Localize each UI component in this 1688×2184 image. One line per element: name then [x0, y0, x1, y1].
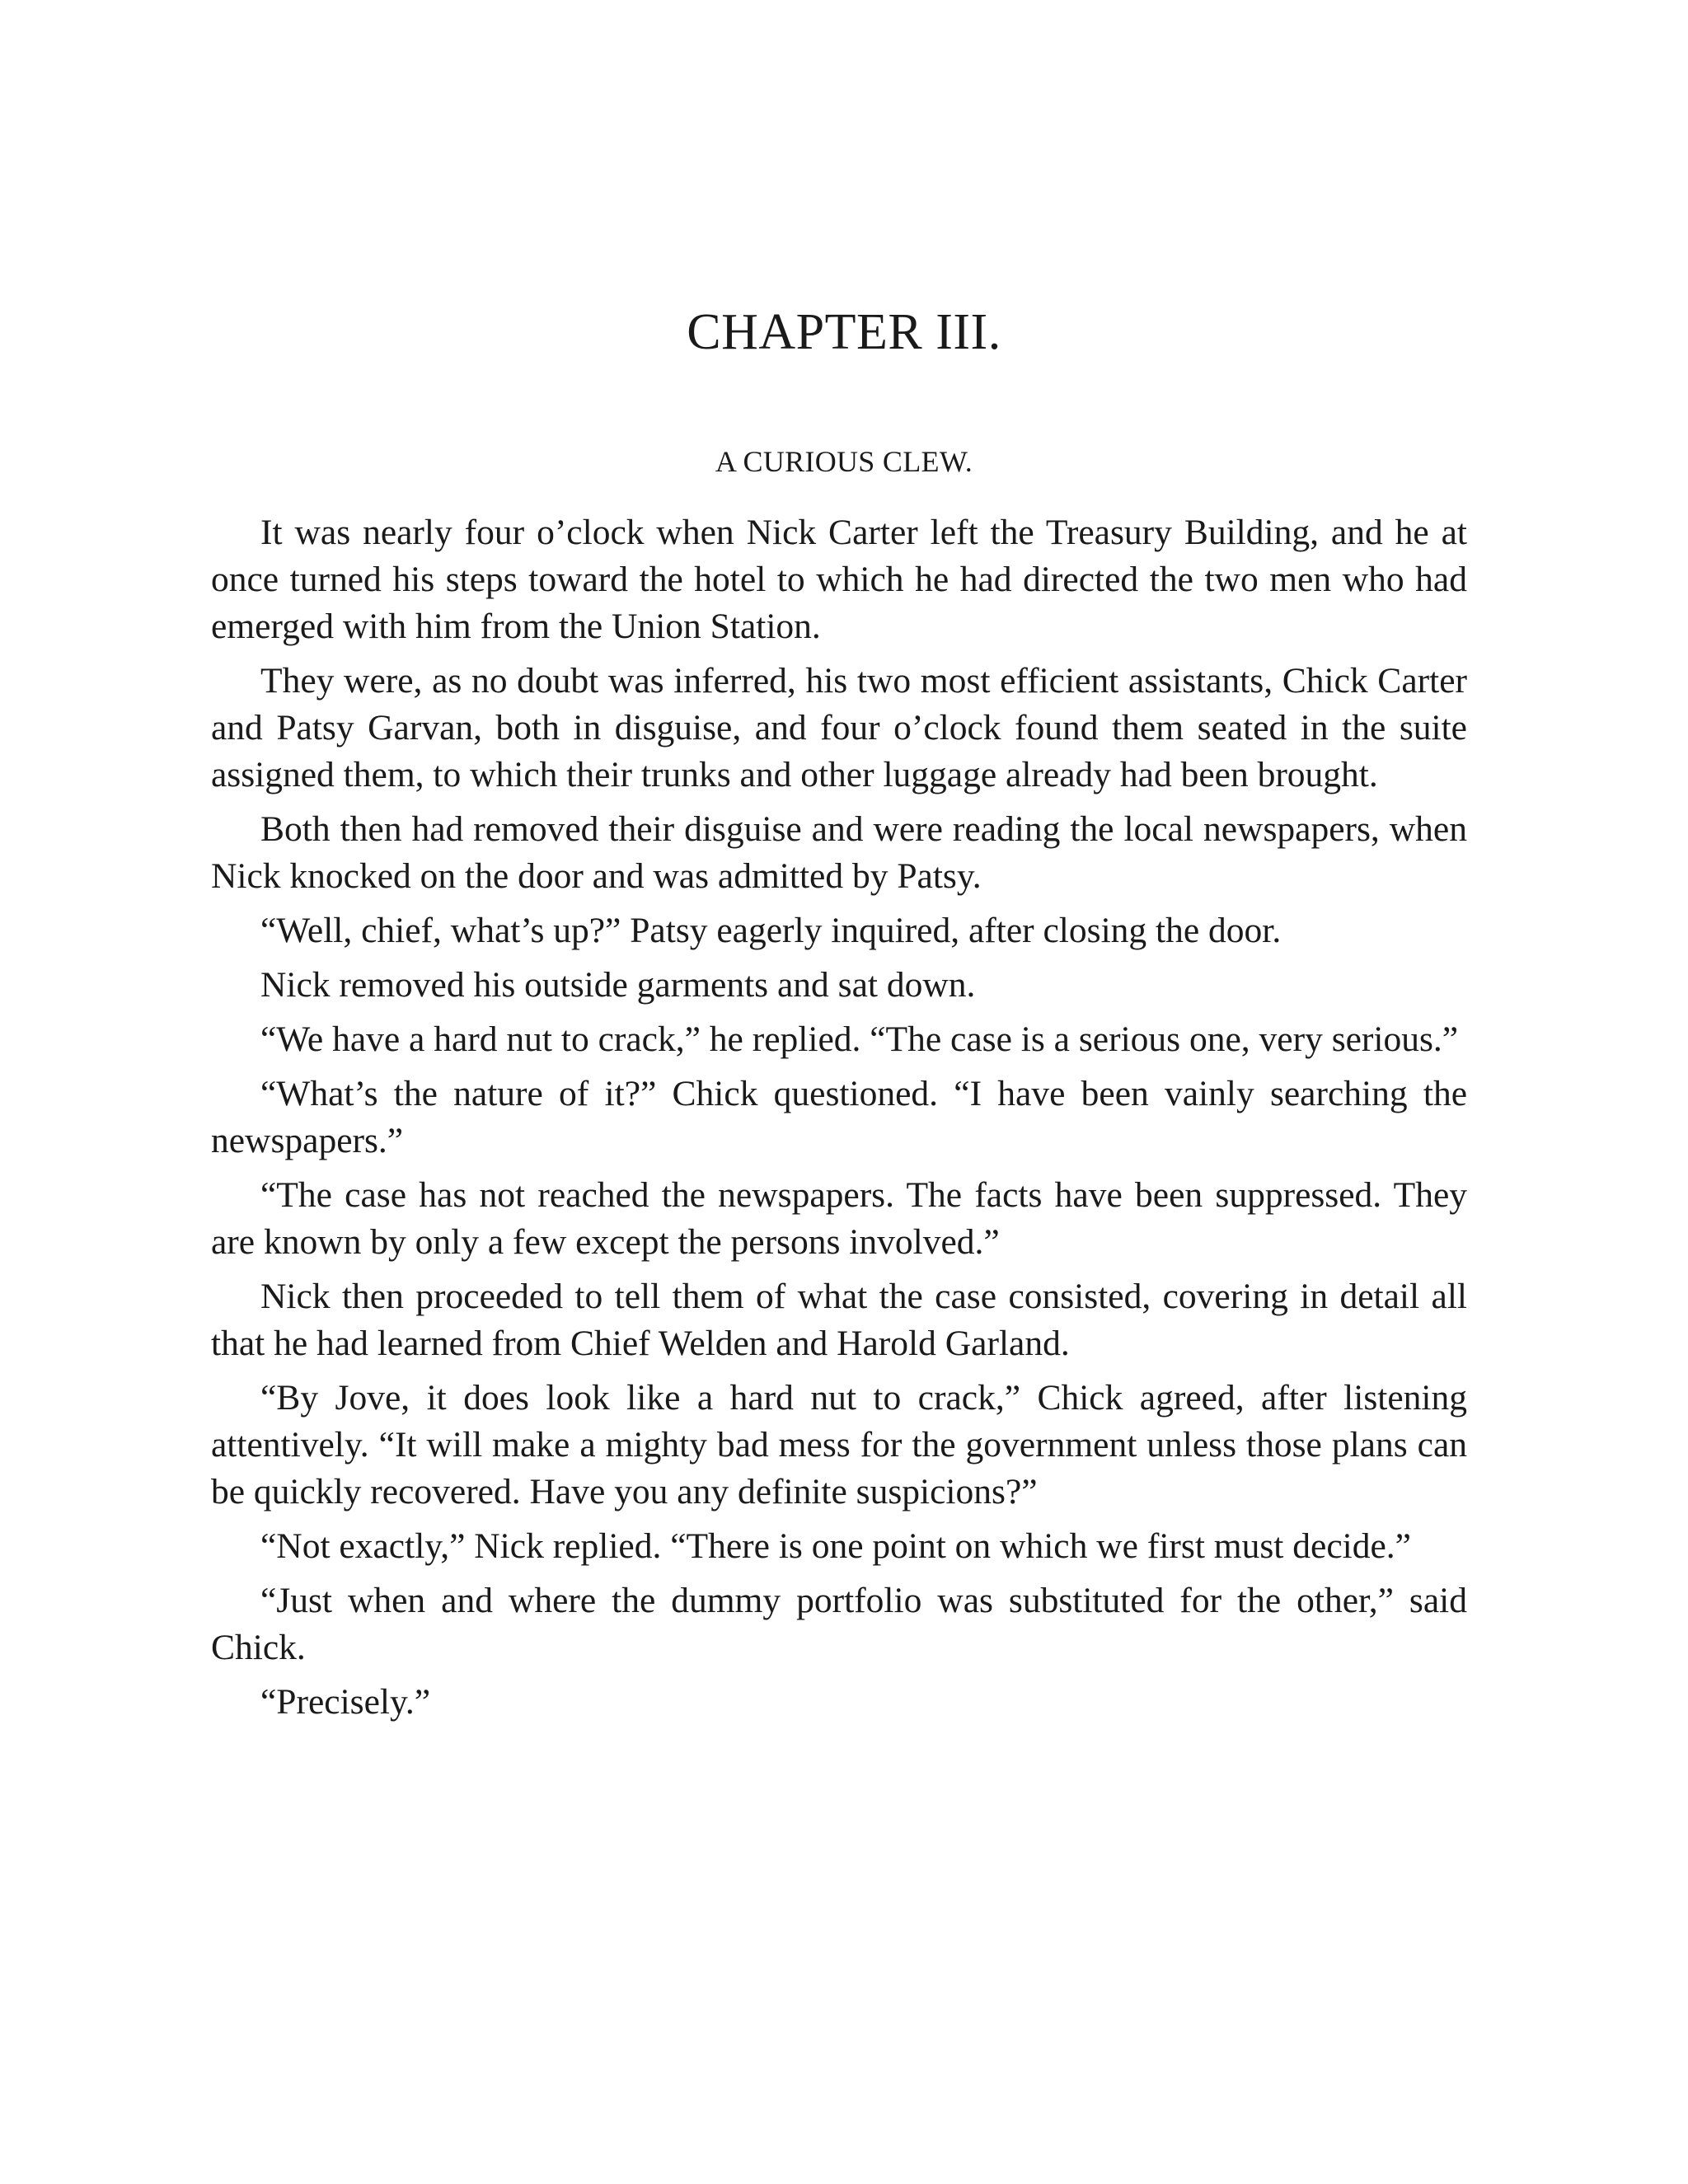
- paragraph: “Precisely.”: [260, 1682, 431, 1722]
- paragraph: “The case has not reached the newspapers. The facts have been suppressed. They are known by only a few except the persons involved.”: [211, 1175, 1467, 1262]
- paragraph: It was nearly four o’clock when Nick Carter left the Treasury Building, and he at once turned his steps toward the hotel to which he had directed the two men who had emerged with him from the Union Station.: [211, 513, 1467, 646]
- paragraph: “We have a hard nut to crack,” he replied. “The case is a serious one, very serious.”: [260, 1019, 1459, 1059]
- chapter-subtitle: A CURIOUS CLEW.: [715, 445, 973, 478]
- paragraph: “By Jove, it does look like a hard nut to crack,” Chick agreed, after listening attentively. “It will make a mighty bad mess for the government unless those plans can be quickly recovered. Have you any definite suspicions?”: [211, 1378, 1467, 1511]
- chapter-body: [211, 509, 1467, 1733]
- paragraph: “What’s the nature of it?” Chick questioned. “I have been vainly searching the newspapers.”: [211, 1074, 1467, 1160]
- paragraph: “Not exactly,” Nick replied. “There is one point on which we first must decide.”: [260, 1526, 1411, 1566]
- paragraph: They were, as no doubt was inferred, his two most efficient assistants, Chick Carter and Patsy Garvan, both in disguise, and four o’clock found them seated in the suite assigned them, to which their trunks and other luggage already had been brought.: [211, 661, 1467, 794]
- paragraph: “Well, chief, what’s up?” Patsy eagerly inquired, after closing the door.: [260, 911, 1282, 950]
- chapter-title: CHAPTER III.: [687, 304, 1001, 360]
- paragraph: “Just when and where the dummy portfolio was substituted for the other,” said Chick.: [211, 1581, 1467, 1667]
- paragraph: Nick removed his outside garments and sat down.: [260, 965, 976, 1005]
- paragraph: Both then had removed their disguise and were reading the local newspapers, when Nick knocked on the door and was admitted by Patsy.: [211, 809, 1467, 896]
- paragraph: Nick then proceeded to tell them of what the case consisted, covering in detail all that he had learned from Chief Welden and Harold Garland.: [211, 1277, 1467, 1363]
